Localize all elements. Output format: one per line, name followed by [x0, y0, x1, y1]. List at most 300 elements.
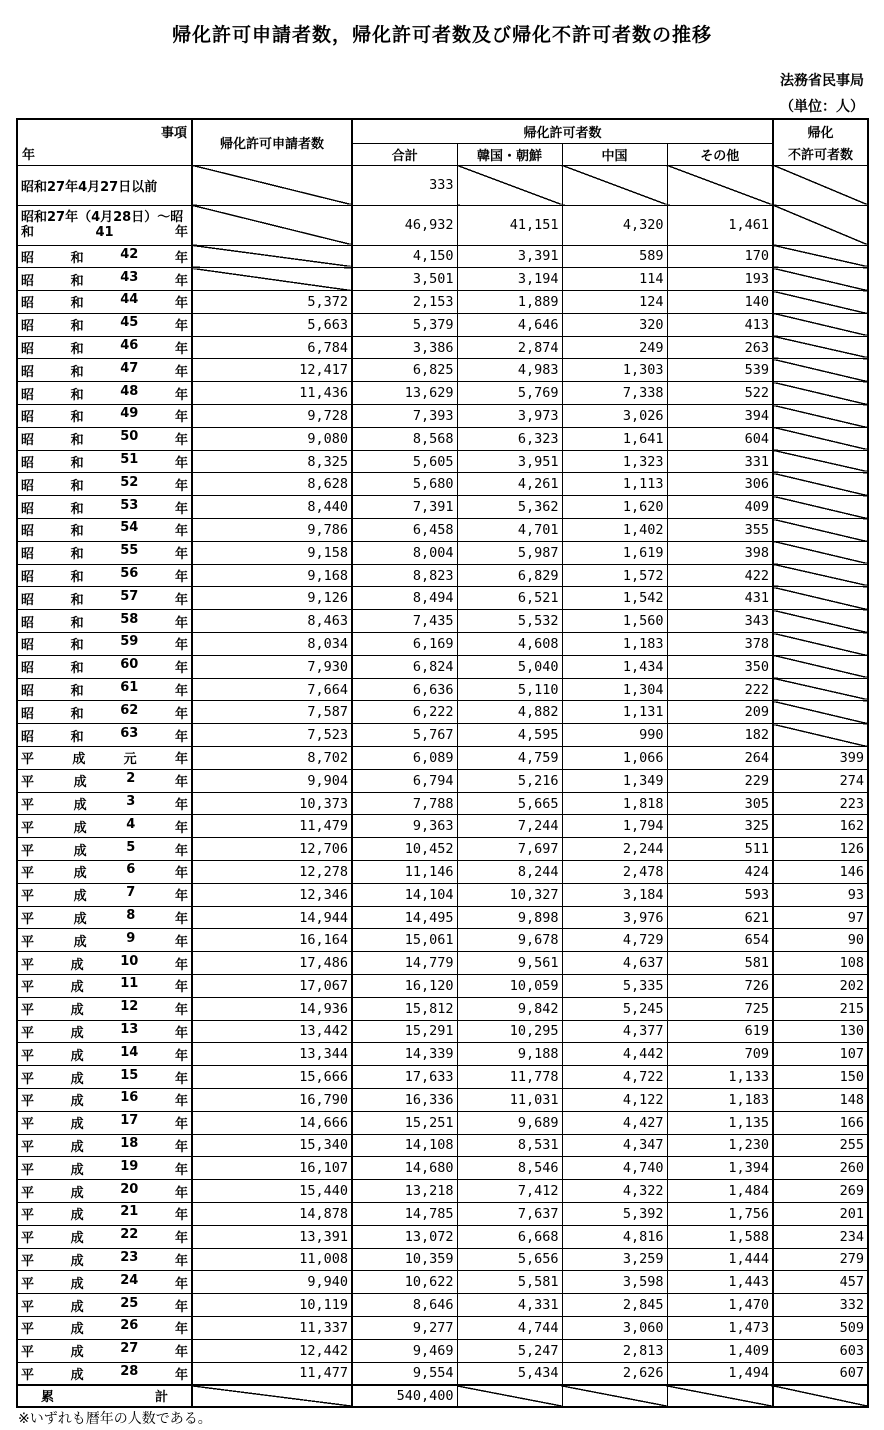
cell-total: 10,359	[352, 1248, 457, 1271]
row-label-era: 平	[21, 1071, 35, 1087]
cell-other: 1,470	[667, 1294, 773, 1317]
row-label	[17, 1362, 192, 1385]
row-label-era2: 成	[70, 980, 84, 996]
cell-korea: 9,561	[457, 952, 562, 975]
row-label-era: 平	[21, 889, 35, 905]
cell-total: 16,336	[352, 1088, 457, 1111]
row-label-era: 昭	[21, 273, 35, 289]
row-label-era2: 成	[70, 1048, 84, 1064]
blank-cell	[562, 165, 667, 205]
row-label-year: 元	[123, 752, 137, 768]
row-label-nen: 年	[174, 638, 188, 654]
cell-other: 229	[667, 769, 773, 792]
blank-cell	[773, 701, 868, 724]
row-label-year: 51	[120, 452, 139, 468]
cell-china: 4,122	[562, 1088, 667, 1111]
blank-cell	[773, 427, 868, 450]
row-label-year: 13	[120, 1021, 139, 1037]
table-row	[17, 313, 868, 336]
blank-cell	[192, 245, 352, 268]
cell-korea: 5,581	[457, 1271, 562, 1294]
cumulative-label-1: 累	[41, 1390, 55, 1406]
table-row	[17, 610, 868, 633]
cell-korea: 8,244	[457, 861, 562, 884]
row-label-year: 16	[120, 1090, 139, 1106]
table-row	[17, 1294, 868, 1317]
row-label-nen: 年	[174, 1208, 188, 1224]
row-label-era: 昭	[21, 547, 35, 563]
header-corner-item: 事項	[160, 126, 187, 141]
cell-china: 990	[562, 724, 667, 747]
row-label-era: 平	[21, 1367, 35, 1383]
cell-other: 222	[667, 678, 773, 701]
cell-korea: 3,951	[457, 450, 562, 473]
row-label-era2: 成	[73, 912, 87, 927]
cell-total: 8,568	[352, 427, 457, 450]
cell-korea: 4,646	[457, 313, 562, 336]
cell-other: 409	[667, 496, 773, 519]
table-row	[17, 724, 868, 747]
row-label-era: 昭	[21, 615, 35, 631]
header-permitted: 帰化許可者数	[352, 119, 773, 143]
table-row	[17, 405, 868, 428]
row-label-era: 平	[21, 1276, 35, 1292]
row-label-era: 平	[21, 1025, 35, 1041]
row-label-year: 56	[120, 566, 139, 582]
cell-total: 13,629	[352, 382, 457, 405]
cell-applicants: 11,479	[192, 815, 352, 838]
cell-applicants: 13,344	[192, 1043, 352, 1066]
cell-total: 15,812	[352, 997, 457, 1020]
cell-china: 1,323	[562, 450, 667, 473]
cell-applicants: 8,463	[192, 610, 352, 633]
cell-total: 10,452	[352, 838, 457, 861]
cell-korea: 5,769	[457, 382, 562, 405]
row-label-year: 12	[120, 999, 139, 1015]
cell-other: 350	[667, 655, 773, 678]
row-label-era: 平	[21, 1003, 35, 1019]
row-label	[17, 313, 192, 336]
cell-denied: 130	[773, 1020, 868, 1043]
blank-cell	[192, 1385, 352, 1407]
cell-applicants: 9,786	[192, 519, 352, 542]
row-label	[17, 883, 192, 906]
cell-applicants: 9,126	[192, 587, 352, 610]
row-label-nen: 年	[174, 547, 188, 563]
row-label-nen: 年	[174, 1048, 188, 1064]
table-row	[17, 1111, 868, 1134]
cell-applicants: 12,417	[192, 359, 352, 382]
cell-total: 2,153	[352, 291, 457, 314]
table-row	[17, 701, 868, 724]
cell-korea: 4,759	[457, 747, 562, 770]
cell-total: 6,824	[352, 655, 457, 678]
row-label-era2: 成	[70, 1185, 84, 1201]
table-row	[17, 655, 868, 678]
cell-china: 1,113	[562, 473, 667, 496]
row-label-era2: 成	[70, 1208, 84, 1224]
cell-korea: 3,194	[457, 268, 562, 291]
row-label-era2: 成	[73, 798, 87, 814]
row-label	[17, 1111, 192, 1134]
blank-cell	[667, 1385, 773, 1407]
row-label-era2: 成	[70, 1025, 84, 1041]
cell-applicants: 5,372	[192, 291, 352, 314]
cell-total: 17,633	[352, 1066, 457, 1089]
row-label	[17, 291, 192, 314]
cell-total: 6,222	[352, 701, 457, 724]
table-row	[17, 678, 868, 701]
cell-total: 8,004	[352, 541, 457, 564]
blank-cell	[667, 165, 773, 205]
cumulative-total: 540,400	[352, 1385, 457, 1407]
cell-other: 331	[667, 450, 773, 473]
cell-total: 11,146	[352, 861, 457, 884]
row-label-nen: 年	[174, 1322, 188, 1338]
table-row	[17, 906, 868, 929]
cell-korea: 5,434	[457, 1362, 562, 1385]
row-label-era2: 成	[70, 1367, 84, 1383]
row-label-era: 平	[21, 1345, 35, 1361]
row-label-era: 昭	[21, 706, 35, 722]
row-label	[17, 678, 192, 701]
table-row	[17, 952, 868, 975]
row-label-nen: 年	[174, 592, 188, 608]
row-label-nen: 年	[174, 501, 188, 517]
cell-denied: 223	[773, 792, 868, 815]
row-label-nen: 年	[174, 524, 188, 540]
table-row	[17, 541, 868, 564]
row-label	[17, 724, 192, 747]
cell-other: 726	[667, 975, 773, 998]
table-row	[17, 815, 868, 838]
blank-cell	[457, 1385, 562, 1407]
cell-applicants: 9,904	[192, 769, 352, 792]
cell-other: 193	[667, 268, 773, 291]
row-label-era2: 成	[73, 775, 87, 791]
cell-total: 14,779	[352, 952, 457, 975]
header-corner	[17, 119, 192, 165]
row-label-year: 10	[120, 953, 139, 969]
row-label-era2: 和	[70, 729, 84, 745]
cell-korea: 41,151	[457, 205, 562, 245]
blank-cell	[773, 724, 868, 747]
cell-korea: 6,521	[457, 587, 562, 610]
row-label-nen: 年	[174, 752, 188, 768]
row-label-nen: 年	[174, 615, 188, 631]
blank-cell	[773, 633, 868, 656]
cell-korea: 5,665	[457, 792, 562, 815]
row-label-era2: 成	[73, 820, 87, 836]
cell-applicants: 15,666	[192, 1066, 352, 1089]
cell-total: 16,120	[352, 975, 457, 998]
row-label	[17, 564, 192, 587]
cell-applicants: 12,442	[192, 1339, 352, 1362]
blank-cell	[773, 268, 868, 291]
row-label-era: 平	[21, 1162, 35, 1178]
row-label-nen: 年	[174, 1253, 188, 1269]
cell-china: 3,060	[562, 1316, 667, 1339]
row-label-era2: 和	[70, 273, 84, 289]
row-label-era2: 和	[70, 638, 84, 654]
row-label-year: 45	[120, 315, 139, 331]
row-label-era2: 成	[70, 957, 84, 973]
cell-total: 3,386	[352, 336, 457, 359]
cell-total: 5,605	[352, 450, 457, 473]
cell-korea: 5,987	[457, 541, 562, 564]
cell-korea: 5,110	[457, 678, 562, 701]
cell-total: 9,469	[352, 1339, 457, 1362]
row-label-year: 43	[120, 269, 139, 285]
cell-china: 5,392	[562, 1202, 667, 1225]
cell-denied: 255	[773, 1134, 868, 1157]
row-label	[17, 747, 192, 770]
row-label-era2: 成	[70, 1231, 84, 1247]
cell-total: 46,932	[352, 205, 457, 245]
cell-total: 6,825	[352, 359, 457, 382]
blank-cell	[773, 450, 868, 473]
cell-china: 3,976	[562, 906, 667, 929]
blank-cell	[773, 678, 868, 701]
cell-china: 1,542	[562, 587, 667, 610]
row-label-year: 11	[120, 976, 139, 992]
table-row	[17, 792, 868, 815]
cell-denied: 148	[773, 1088, 868, 1111]
cell-other: 424	[667, 861, 773, 884]
source-label: 法務省民事局	[780, 73, 864, 89]
row-label-era: 平	[21, 820, 35, 836]
cell-korea: 4,882	[457, 701, 562, 724]
table-row	[17, 473, 868, 496]
cell-other: 394	[667, 405, 773, 428]
cell-other: 539	[667, 359, 773, 382]
row-label-era: 平	[21, 1208, 35, 1224]
cell-china: 4,320	[562, 205, 667, 245]
blank-cell	[773, 313, 868, 336]
cell-other: 306	[667, 473, 773, 496]
cell-applicants: 15,340	[192, 1134, 352, 1157]
row-label-era: 平	[21, 1094, 35, 1110]
row-label	[17, 268, 192, 291]
row-label-nen: 年	[174, 661, 188, 677]
cell-korea: 9,678	[457, 929, 562, 952]
cell-denied: 234	[773, 1225, 868, 1248]
blank-cell	[773, 165, 868, 205]
cell-total: 15,251	[352, 1111, 457, 1134]
row-label	[17, 1294, 192, 1317]
row-label-era2: 和	[70, 387, 84, 403]
table-row	[17, 769, 868, 792]
row-label-era: 昭	[21, 342, 35, 358]
table-row	[17, 382, 868, 405]
cell-applicants: 15,440	[192, 1180, 352, 1203]
cell-denied: 107	[773, 1043, 868, 1066]
row-label-era: 昭	[21, 501, 35, 517]
cell-china: 4,729	[562, 929, 667, 952]
table-row	[17, 587, 868, 610]
row-label-era: 昭	[21, 433, 35, 449]
cell-total: 13,218	[352, 1180, 457, 1203]
row-label	[17, 769, 192, 792]
cell-other: 522	[667, 382, 773, 405]
row-label-nen: 年	[174, 798, 188, 814]
row-label-year: 48	[120, 383, 139, 399]
row-label-era: 平	[21, 1185, 35, 1201]
row-label-year: 18	[120, 1135, 139, 1151]
row-label	[17, 450, 192, 473]
naturalization-table	[16, 118, 869, 1408]
blank-cell	[773, 610, 868, 633]
row-label-nen: 年	[174, 889, 188, 905]
cell-china: 4,442	[562, 1043, 667, 1066]
row-label	[17, 929, 192, 952]
cell-korea: 10,295	[457, 1020, 562, 1043]
table-row	[17, 997, 868, 1020]
row-label	[17, 1248, 192, 1271]
header-korea: 韓国・朝鮮	[457, 143, 562, 165]
cell-other: 581	[667, 952, 773, 975]
row-label-era: 平	[21, 843, 35, 859]
row-label-nen: 年	[174, 1162, 188, 1178]
cell-china: 2,845	[562, 1294, 667, 1317]
row-label	[17, 382, 192, 405]
cell-korea: 10,327	[457, 883, 562, 906]
cell-china: 1,620	[562, 496, 667, 519]
cell-other: 1,484	[667, 1180, 773, 1203]
row-label-nen: 年	[174, 1025, 188, 1041]
row-label-nen: 年	[174, 273, 188, 289]
cumulative-label-2: 計	[154, 1390, 168, 1406]
row-label-year: 5	[126, 839, 136, 855]
cell-korea: 5,216	[457, 769, 562, 792]
table-row	[17, 291, 868, 314]
cell-applicants: 10,373	[192, 792, 352, 815]
blank-cell	[773, 245, 868, 268]
table-row	[17, 1134, 868, 1157]
table-row	[17, 205, 868, 245]
blank-cell	[773, 587, 868, 610]
cell-other: 355	[667, 519, 773, 542]
cell-china: 2,626	[562, 1362, 667, 1385]
cell-total: 9,554	[352, 1362, 457, 1385]
row-label-era2: 和	[70, 501, 84, 517]
cell-china: 1,131	[562, 701, 667, 724]
row-label-era2: 和	[70, 250, 84, 266]
cell-china: 1,066	[562, 747, 667, 770]
row-label	[17, 997, 192, 1020]
row-label-year: 19	[120, 1158, 139, 1174]
cell-korea: 9,898	[457, 906, 562, 929]
cell-denied: 162	[773, 815, 868, 838]
cell-applicants: 9,940	[192, 1271, 352, 1294]
row-label-era: 昭	[21, 319, 35, 335]
row-label-era: 昭	[21, 478, 35, 494]
row-label-year: 47	[120, 360, 139, 376]
row-label-nen: 年	[174, 456, 188, 472]
cell-total: 4,150	[352, 245, 457, 268]
row-label-year: 2	[126, 771, 136, 787]
row-label-year: 50	[120, 429, 139, 445]
cell-applicants: 14,936	[192, 997, 352, 1020]
cell-korea: 6,323	[457, 427, 562, 450]
cell-china: 1,304	[562, 678, 667, 701]
cell-applicants: 7,587	[192, 701, 352, 724]
cell-china: 5,335	[562, 975, 667, 998]
row-label-era: 昭	[21, 684, 35, 700]
row-label	[17, 838, 192, 861]
cell-applicants: 14,878	[192, 1202, 352, 1225]
row-label-era: 和	[21, 225, 35, 240]
cell-china: 320	[562, 313, 667, 336]
row-label	[17, 1088, 192, 1111]
cell-other: 654	[667, 929, 773, 952]
blank-cell	[562, 1385, 667, 1407]
row-label	[17, 1225, 192, 1248]
cell-korea: 3,391	[457, 245, 562, 268]
cell-china: 1,434	[562, 655, 667, 678]
cell-applicants: 12,346	[192, 883, 352, 906]
row-label-era2: 成	[70, 1071, 84, 1087]
row-label-era: 昭	[21, 456, 35, 472]
row-label-nen: 年	[174, 1139, 188, 1155]
cell-total: 333	[352, 165, 457, 205]
row-label-nen: 年	[174, 1345, 188, 1361]
cell-total: 6,458	[352, 519, 457, 542]
cell-china: 4,377	[562, 1020, 667, 1043]
cell-china: 1,183	[562, 633, 667, 656]
cell-korea: 5,532	[457, 610, 562, 633]
cell-korea: 7,637	[457, 1202, 562, 1225]
row-label-year: 9	[126, 930, 136, 946]
row-label-nen: 年	[174, 570, 188, 586]
table-row	[17, 450, 868, 473]
row-label-year: 17	[120, 1113, 139, 1129]
cell-other: 264	[667, 747, 773, 770]
row-label	[17, 1316, 192, 1339]
cell-other: 422	[667, 564, 773, 587]
row-label	[17, 655, 192, 678]
row-label-year: 60	[120, 657, 139, 673]
row-label-era2: 成	[70, 1276, 84, 1292]
cell-korea: 4,744	[457, 1316, 562, 1339]
cell-other: 343	[667, 610, 773, 633]
row-label-nen: 年	[174, 1231, 188, 1247]
table-row	[17, 838, 868, 861]
cell-total: 14,785	[352, 1202, 457, 1225]
row-label-nen: 年	[174, 980, 188, 996]
row-label-era: 平	[21, 912, 35, 927]
cell-applicants: 7,930	[192, 655, 352, 678]
row-label	[17, 815, 192, 838]
cell-total: 14,680	[352, 1157, 457, 1180]
cell-total: 14,108	[352, 1134, 457, 1157]
row-label-era: 昭	[21, 524, 35, 540]
header-total: 合計	[352, 143, 457, 165]
row-label	[17, 1157, 192, 1180]
cell-total: 15,061	[352, 929, 457, 952]
cell-other: 1,756	[667, 1202, 773, 1225]
cell-applicants: 8,034	[192, 633, 352, 656]
header-applicants: 帰化許可申請者数	[192, 119, 352, 165]
table-row	[17, 564, 868, 587]
row-label	[17, 205, 192, 245]
cell-china: 124	[562, 291, 667, 314]
cell-applicants: 5,663	[192, 313, 352, 336]
page-title: 帰化許可申請者数，帰化許可者数及び帰化不許可者数の推移	[171, 24, 712, 46]
row-label-era2: 和	[70, 684, 84, 700]
row-label-era: 平	[21, 775, 35, 791]
row-label-year: 53	[120, 497, 139, 513]
